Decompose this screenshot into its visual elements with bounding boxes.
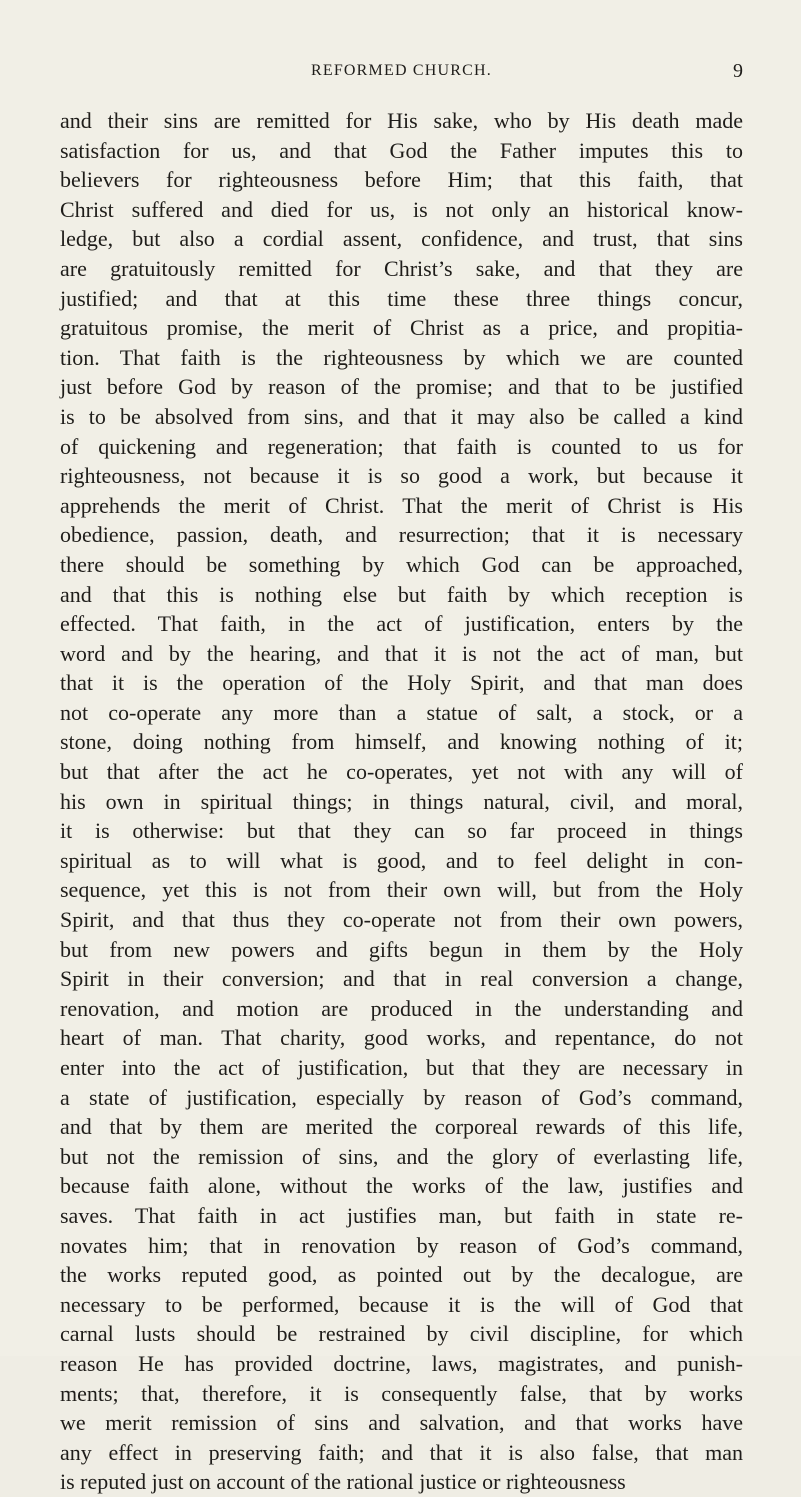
text-line: obedience, passion, death, and resurrection; that it is necessary: [60, 522, 743, 548]
text-line: and that by them are merited the corporeal rewards of this life,: [60, 1114, 743, 1140]
text-line: his own in spiritual things; in things natural, civil, and moral,: [60, 788, 743, 814]
text-line: the works reputed good, as pointed out by the decalogue, are: [60, 1262, 743, 1288]
text-line: and their sins are remitted for His sake, who by His death made: [60, 108, 743, 133]
text-line: gratuitous promise, the merit of Christ as a price, and propitia-: [60, 315, 743, 341]
text-line: justified; and that at this time these three things concur,: [60, 285, 743, 311]
text-line: is reputed just on account of the rational justice or righteousness: [60, 1469, 626, 1495]
text-line: reason He has provided doctrine, laws, magistrates, and punish-: [60, 1350, 743, 1376]
text-line: stone, doing nothing from himself, and knowing nothing of it;: [60, 729, 743, 755]
text-line: apprehends the merit of Christ. That the merit of Christ is His: [60, 492, 743, 518]
text-line: Spirit, and that thus they co-operate not from their own powers,: [60, 907, 743, 933]
text-line: but that after the act he co-operates, yet not with any will of: [60, 759, 743, 785]
text-line: believers for righteousness before Him; that this faith, that: [60, 167, 743, 193]
text-line: ments; that, therefore, it is consequently false, that by works: [60, 1380, 743, 1406]
text-line: renovation, and motion are produced in the understanding and: [60, 995, 743, 1021]
page-number: 9: [733, 60, 743, 82]
text-line: Christ suffered and died for us, is not only an historical know-: [60, 196, 743, 222]
text-line: carnal lusts should be restrained by civil discipline, for which: [60, 1321, 743, 1347]
text-line: word and by the hearing, and that it is not the act of man, but: [60, 640, 743, 666]
text-line: any effect in preserving faith; and that it is also false, that man: [60, 1439, 743, 1465]
text-line: and that this is nothing else but faith by which reception is: [60, 581, 743, 607]
text-line: of quickening and regeneration; that faith is counted to us for: [60, 433, 743, 459]
text-line: spiritual as to will what is good, and to feel delight in con-: [60, 847, 743, 873]
text-line: novates him; that in renovation by reason of God’s command,: [60, 1232, 743, 1258]
text-line: just before God by reason of the promise; and that to be justified: [60, 374, 743, 400]
body-text: [60, 106, 743, 1497]
text-line: enter into the act of justification, but that they are necessary in: [60, 1055, 743, 1080]
text-line: saves. That faith in act justifies man, but faith in state re-: [60, 1202, 743, 1228]
text-line: heart of man. That charity, good works, and repentance, do not: [60, 1025, 743, 1051]
running-head: [60, 62, 743, 88]
text-line: but not the remission of sins, and the glory of everlasting life,: [60, 1143, 743, 1169]
text-line: that it is the operation of the Holy Spirit, and that man does: [60, 670, 743, 696]
text-line: Spirit in their conversion; and that in real conversion a change,: [60, 966, 743, 992]
text-line: it is otherwise: but that they can so far proceed in things: [60, 818, 743, 844]
text-line: we merit remission of sins and salvation, and that works have: [60, 1410, 743, 1436]
text-line: effected. That faith, in the act of justification, enters by the: [60, 611, 743, 637]
text-line: tion. That faith is the righteousness by which we are counted: [60, 344, 743, 370]
text-line: sequence, yet this is not from their own will, but from the Holy: [60, 877, 743, 903]
text-line: because faith alone, without the works of the law, justifies and: [60, 1173, 743, 1199]
text-line: satisfaction for us, and that God the Father imputes this to: [60, 137, 743, 163]
text-line: necessary to be performed, because it is the will of God that: [60, 1291, 743, 1317]
text-line: ledge, but also a cordial assent, confidence, and trust, that sins: [60, 226, 743, 252]
text-line: a state of justification, especially by reason of God’s command,: [60, 1084, 743, 1110]
text-line: is to be absolved from sins, and that it may also be called a kind: [60, 403, 743, 429]
text-line: there should be something by which God can be approached,: [60, 551, 743, 577]
running-title: REFORMED CHURCH.: [310, 62, 492, 79]
text-line: but from new powers and gifts begun in them by the Holy: [60, 936, 743, 962]
text-line: righteousness, not because it is so good a work, but because it: [60, 463, 743, 489]
text-line: are gratuitously remitted for Christ’s sake, and that they are: [60, 255, 743, 281]
text-line: not co-operate any more than a statue of salt, a stock, or a: [60, 699, 743, 725]
